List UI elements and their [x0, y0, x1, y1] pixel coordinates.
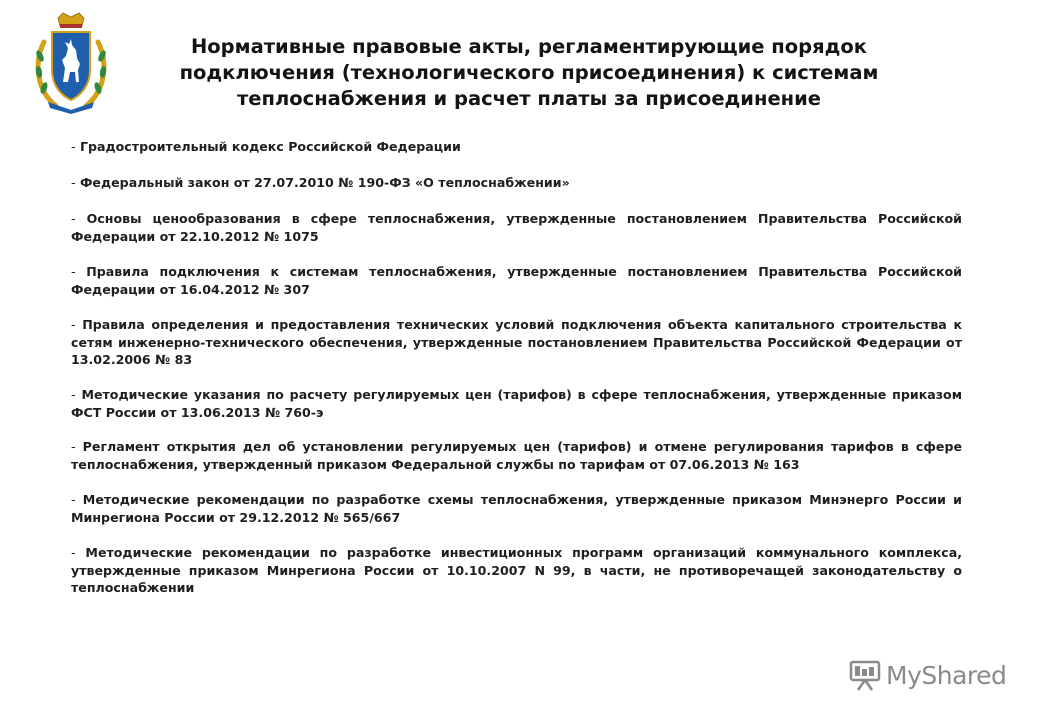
presentation-board-icon	[848, 658, 882, 692]
list-dash: -	[71, 175, 76, 190]
act-text: Методические указания по расчету регулируемых цен (тарифов) в сфере теплоснабжения, утвержденные приказом ФСТ России от 13.06.2013 № 760-э	[71, 387, 963, 420]
act-text: Регламент открытия дел об установлении регулируемых цен (тарифов) и отмене регулирования тарифов в сфере теплоснабжения, утвержденный приказом Федеральной службы по тарифам от 07.06.2013 № 163	[71, 439, 962, 472]
slide-title	[118, 34, 940, 112]
act-text: Федеральный закон от 27.07.2010 № 190-ФЗ «О теплоснабжении»	[79, 175, 570, 190]
list-item	[71, 210, 962, 245]
list-item	[71, 544, 962, 597]
list-dash: -	[71, 387, 76, 402]
coat-of-arms-emblem	[30, 12, 112, 114]
list-item	[71, 386, 962, 421]
list-dash: -	[71, 439, 76, 454]
act-text: Методические рекомендации по разработке инвестиционных программ организаций коммунального комплекса, утвержденные приказом Минрегиона России от 10.10.2007 N 99, в части, не противоречащей законодательству о теплоснабжении	[71, 545, 962, 595]
title-line: Нормативные правовые акты, регламентирующие порядок	[190, 35, 868, 58]
list-item	[71, 438, 962, 473]
act-text: Градостроительный кодекс Российской Федерации	[79, 139, 461, 154]
list-item	[71, 316, 962, 369]
list-item	[71, 491, 962, 526]
myshared-watermark[interactable]	[848, 656, 1008, 694]
act-text: Правила определения и предоставления технических условий подключения объекта капитального строительства к сетям инженерно-технического обеспечения, утвержденные постановлением Правительства Российской Федерации от 13.02.2006 № 83	[71, 317, 962, 367]
list-item	[71, 138, 461, 156]
watermark-text: MyShared	[886, 660, 1007, 690]
list-dash: -	[71, 139, 76, 154]
title-line: подключения (технологического присоединения) к системам	[179, 61, 879, 84]
list-item	[71, 263, 962, 298]
title-line: теплоснабжения и расчет платы за присоединение	[236, 87, 822, 110]
act-text: Методические рекомендации по разработке схемы теплоснабжения, утвержденные приказом Минэнерго России и Минрегиона России от 29.12.2012 № 565/667	[71, 492, 962, 525]
list-dash: -	[71, 545, 76, 560]
act-text: Правила подключения к системам теплоснабжения, утвержденные постановлением Правительства Российской Федерации от 16.04.2012 № 307	[71, 264, 962, 297]
list-item	[71, 174, 570, 192]
list-dash: -	[71, 492, 76, 507]
list-dash: -	[71, 211, 76, 226]
list-dash: -	[71, 317, 76, 332]
act-text: Основы ценообразования в сфере теплоснабжения, утвержденные постановлением Правительства Российской Федерации от 22.10.2012 № 1075	[71, 211, 962, 244]
list-dash: -	[71, 264, 76, 279]
